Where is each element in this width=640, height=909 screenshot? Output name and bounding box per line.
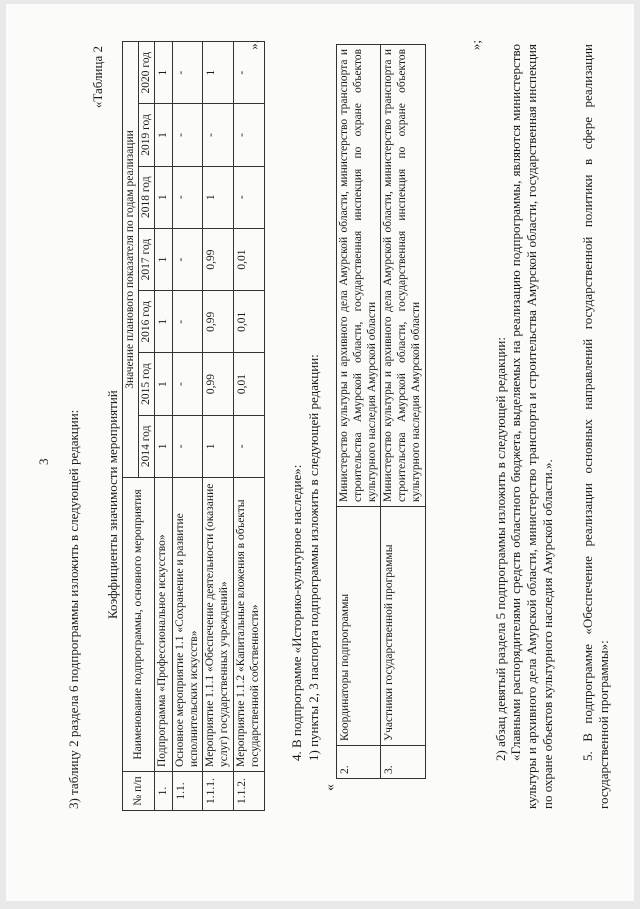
row-value: - [234, 415, 265, 477]
header-year-0: 2014 год [139, 415, 155, 477]
table-row [155, 42, 172, 811]
closing-quote-2: »; [468, 40, 483, 51]
row-value: 1 [155, 291, 172, 353]
row-value: 1 [155, 166, 172, 228]
row-value: 0,01 [234, 228, 265, 290]
row-value: 1 [203, 42, 234, 104]
header-year-2: 2016 год [139, 291, 155, 353]
row-number: 1.1.2. [234, 772, 265, 811]
row-number: 1.1. [172, 772, 203, 811]
coefficient-table [122, 41, 265, 811]
row-value: - [172, 291, 203, 353]
table-row [172, 42, 203, 811]
row-value: - [203, 104, 234, 166]
section-4-heading: 4. В подпрограмме «Историко-культурное наследие»: [289, 464, 304, 761]
row-value: - [172, 104, 203, 166]
passport-cell-text: Министерство культуры и архивного дела Амурской области, министерство транспорта и строительства Амурской области, государственная инспекция по охране объектов культурного наследия Амурской области [381, 45, 425, 507]
header-year-5: 2019 год [139, 104, 155, 166]
header-group: Значение планового показателя по годам реализации [123, 42, 139, 478]
passport-table-body [337, 45, 426, 779]
row-value: - [234, 42, 265, 104]
row-value: - [172, 228, 203, 290]
row-value: - [172, 353, 203, 415]
paragraph-2-intro: 2) абзац девятый раздела 5 подпрограммы изложить в следующей редакции: [493, 337, 508, 761]
table-row [203, 42, 234, 811]
row-value: - [172, 415, 203, 477]
row-value: 1 [155, 104, 172, 166]
header-year-4: 2018 год [139, 166, 155, 228]
paragraph-5-body: 5. В подпрограмме «Обеспечение реализации основных направлений государственной политики в сфере реализации государственной программы»: [580, 44, 611, 809]
passport-row [381, 45, 425, 779]
passport-cell-label: Участники государственной программы [381, 507, 425, 746]
row-value: 1 [155, 228, 172, 290]
table-number-note: «Таблица 2 [90, 46, 105, 109]
table-intro-paragraph: 3) таблицу 2 раздела 6 подпрограммы изложить в следующей редакции: [66, 409, 81, 809]
row-value: 0,99 [203, 228, 234, 290]
page-number: 3 [36, 458, 51, 465]
row-name: Мероприятие 1.1.1 «Обеспечение деятельности (оказание услуг) государственных учреждений» [203, 478, 234, 772]
table-row [234, 42, 265, 811]
paragraph-2-body: «Главными распорядителями средств областного бюджета, выделяемых на реализацию подпрограммы, являются министерство культуры и архивного дела Амурской области, министерство транспорта и строительства Амурской области, государственная инспекция по охране объектов культурного наследия Амурской области.». [508, 44, 555, 809]
opening-quote: « [323, 784, 338, 791]
header-num: № п/п [123, 772, 155, 811]
closing-quote-1: ». [246, 40, 261, 50]
coef-table-header-row [123, 42, 139, 811]
row-value: 1 [203, 166, 234, 228]
row-value: - [172, 166, 203, 228]
table-caption: Коэффициенты значимости мероприятий [105, 390, 120, 619]
passport-cell-label: Координаторы подпрограммы [337, 507, 381, 746]
header-name: Наименование подпрограммы, основного мероприятия [123, 478, 155, 772]
row-value: 0,01 [234, 291, 265, 353]
row-name: Подпрограмма «Профессиональное искусство» [155, 478, 172, 772]
row-name: Мероприятие 1.1.2 «Капитальные вложения в объекты государственной собственности» [234, 478, 265, 772]
row-value: 1 [203, 415, 234, 477]
row-name: Основное мероприятие 1.1 «Сохранение и развитие исполнительских искусств» [172, 478, 203, 772]
row-value: 0,99 [203, 353, 234, 415]
scanned-sheet [6, 4, 634, 901]
passport-cell-num: 3. [381, 746, 425, 779]
header-year-1: 2015 год [139, 353, 155, 415]
row-value: 1 [155, 42, 172, 104]
passport-table [336, 44, 426, 779]
row-number: 1. [155, 772, 172, 811]
row-value: 1 [155, 353, 172, 415]
header-year-3: 2017 год [139, 228, 155, 290]
passport-points-intro: 1) пункты 2, 3 паспорта подпрограммы изложить в следующей редакции: [306, 354, 321, 761]
row-value: 1 [155, 415, 172, 477]
rotated-document-page [6, 4, 640, 909]
passport-cell-text: Министерство культуры и архивного дела Амурской области, министерство транспорта и строительства Амурской области, государственная инспекция по охране объектов культурного наследия Амурской области [337, 45, 381, 507]
coef-table-body [155, 42, 264, 811]
row-number: 1.1.1. [203, 772, 234, 811]
row-value: - [234, 166, 265, 228]
row-value: 0,01 [234, 353, 265, 415]
row-value: 0,99 [203, 291, 234, 353]
row-value: - [234, 104, 265, 166]
row-value: - [172, 42, 203, 104]
passport-row [337, 45, 381, 779]
passport-cell-num: 2. [337, 746, 381, 779]
header-year-6: 2020 год [139, 42, 155, 104]
